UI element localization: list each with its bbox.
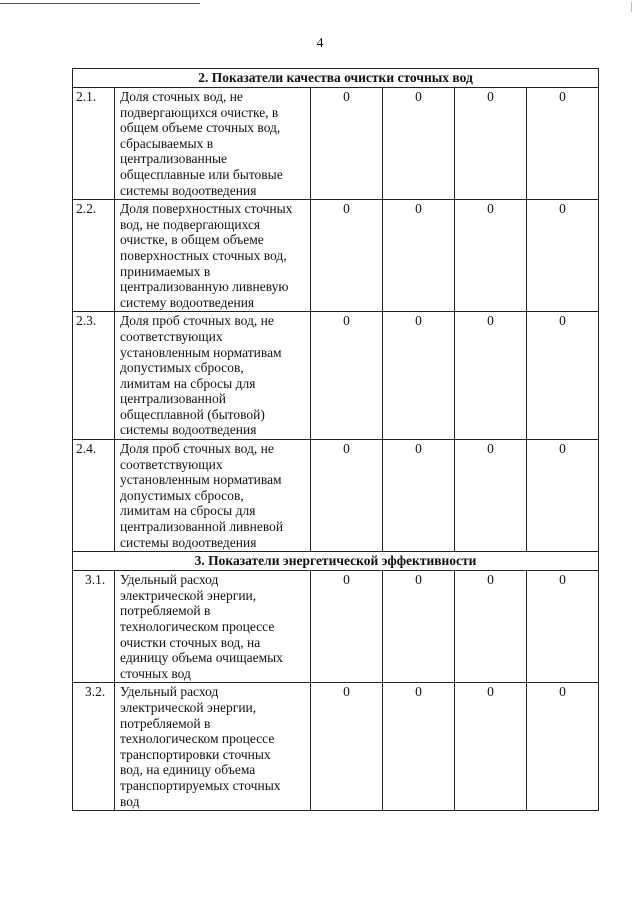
table-row (73, 683, 599, 811)
row-description (115, 312, 311, 440)
table-row (73, 88, 599, 200)
description-line: лимитам на сбросы для (120, 503, 256, 519)
description-line: потребляемой в (120, 715, 211, 731)
row-description (115, 440, 311, 552)
value-cell: 0 (311, 571, 383, 683)
value-cell: 0 (527, 312, 599, 440)
value-cell: 0 (383, 88, 455, 200)
description-line: вод (120, 793, 140, 809)
row-number: 2.4. (73, 440, 115, 552)
description-line: лимитам на сбросы для (120, 375, 256, 391)
value-cell: 0 (527, 683, 599, 811)
description-line: допустимых сбросов, (120, 360, 244, 376)
table-row (73, 571, 599, 683)
description-line: установленным нормативам (120, 344, 282, 360)
description-line: соответствующих (120, 456, 223, 472)
row-number: 3.2. (73, 683, 115, 811)
value-cell: 0 (455, 683, 527, 811)
table-row (73, 200, 599, 312)
description-line: системы водоотведения (120, 534, 257, 550)
value-cell: 0 (455, 200, 527, 312)
value-cell: 0 (527, 571, 599, 683)
row-description (115, 200, 311, 312)
header-rule (0, 3, 200, 4)
description-line: вод, не подвергающихся (120, 216, 261, 232)
section-title: 3. Показатели энергетической эффективности (73, 552, 599, 571)
description-line: централизованной (120, 391, 226, 407)
row-description (115, 683, 311, 811)
description-line: Доля поверхностных сточных (120, 201, 293, 217)
table-row (73, 440, 599, 552)
description-line: поверхностных сточных вод, (120, 247, 287, 263)
value-cell: 0 (527, 440, 599, 552)
description-line: сточных вод (120, 665, 191, 681)
table-body (73, 69, 599, 811)
value-cell: 0 (311, 683, 383, 811)
value-cell: 0 (455, 571, 527, 683)
value-cell: 0 (383, 312, 455, 440)
description-line: централизованные (120, 151, 228, 167)
value-cell: 0 (311, 440, 383, 552)
description-line: принимаемых в (120, 263, 211, 279)
value-cell: 0 (311, 200, 383, 312)
description-line: подвергающихся очистке, в (120, 104, 279, 120)
indicators-table (72, 68, 599, 811)
value-cell: 0 (383, 683, 455, 811)
page-number: 4 (316, 36, 324, 51)
description-line: допустимых сбросов, (120, 487, 244, 503)
description-line: соответствующих (120, 328, 223, 344)
row-number: 2.1. (73, 88, 115, 200)
description-line: очистки сточных вод, на (120, 634, 261, 650)
description-line: Доля сточных вод, не (120, 89, 243, 104)
description-line: сбрасываемых в (120, 135, 214, 151)
description-line: очистке, в общем объеме (120, 232, 264, 248)
description-line: общесплавной (бытовой) (120, 406, 265, 422)
description-line: потребляемой в (120, 603, 211, 619)
value-cell: 0 (311, 88, 383, 200)
value-cell: 0 (383, 571, 455, 683)
description-line: технологическом процессе (120, 731, 275, 747)
table-row (73, 312, 599, 440)
description-line: установленным нормативам (120, 472, 282, 488)
value-cell: 0 (311, 312, 383, 440)
description-line: системы водоотведения (120, 422, 257, 438)
value-cell: 0 (455, 312, 527, 440)
description-line: системы водоотведения (120, 182, 257, 198)
description-line: общесплавные или бытовые (120, 166, 283, 182)
description-line: Доля проб сточных вод, не (120, 313, 274, 329)
value-cell: 0 (383, 440, 455, 552)
description-line: электрической энергии, (120, 587, 257, 603)
row-number: 2.3. (73, 312, 115, 440)
description-line: вод, на единицу объема (120, 762, 256, 778)
row-description (115, 571, 311, 683)
description-line: общем объеме сточных вод, (120, 120, 281, 136)
description-line: централизованной ливневой (120, 519, 284, 535)
description-line: систему водоотведения (120, 294, 255, 310)
description-line: транспортируемых сточных (120, 777, 281, 793)
description-line: электрической энергии, (120, 699, 257, 715)
value-cell: 0 (455, 88, 527, 200)
value-cell: 0 (527, 88, 599, 200)
row-description (115, 88, 311, 200)
description-line: Удельный расход (120, 572, 219, 588)
value-cell: 0 (383, 200, 455, 312)
value-cell: 0 (455, 440, 527, 552)
section-header-row (73, 69, 599, 88)
value-cell: 0 (527, 200, 599, 312)
row-number: 2.2. (73, 200, 115, 312)
description-line: централизованную ливневую (120, 279, 289, 295)
description-line: технологическом процессе (120, 619, 275, 634)
description-line: Доля проб сточных вод, не (120, 441, 274, 457)
description-line: единицу объема очищаемых (120, 650, 283, 666)
description-line: транспортировки сточных (120, 746, 271, 762)
row-number: 3.1. (73, 571, 115, 683)
section-header-row (73, 552, 599, 571)
section-title: 2. Показатели качества очистки сточных вод (73, 69, 599, 88)
scan-mark (631, 2, 632, 12)
description-line: Удельный расход (120, 684, 219, 700)
